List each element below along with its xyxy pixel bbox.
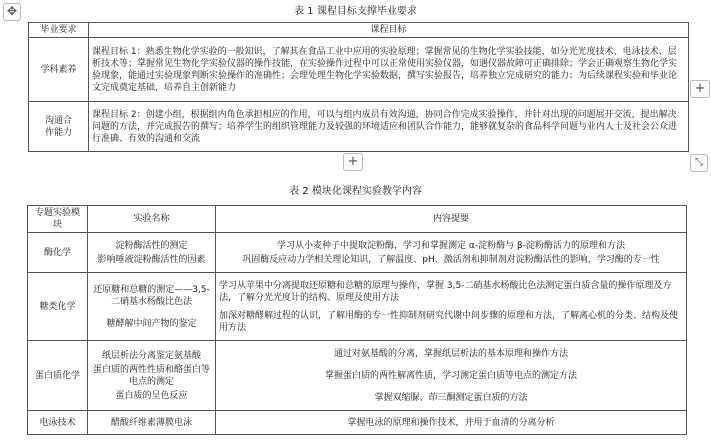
move-handle-icon[interactable]: ✥	[3, 3, 21, 21]
content-text: 掌握蛋白质的两性解离性质，学习测定蛋白质等电点的测定方法	[324, 370, 577, 381]
content-text: 加深对糖酵解过程的认识，了解用酶的专一性抑制剂研究代谢中间步骤的原理和方法，了解离心机的分类、结构及使用方法	[219, 310, 679, 333]
table2-caption: 表 2 模块化课程实验教学内容	[289, 186, 422, 197]
module-cell: 糖类化学	[28, 273, 88, 341]
experiment-name: 纸层析法分离鉴定氨基酸	[101, 350, 201, 361]
content-cell	[216, 273, 687, 341]
table2-header-name: 实验名称	[88, 206, 216, 233]
module-cell: 酶化学	[28, 233, 88, 273]
table2-header-row	[28, 206, 687, 233]
resize-handle-icon[interactable]: ⤡	[690, 154, 708, 172]
experiment-name: 蛋白质的呈色反应	[115, 390, 188, 401]
table1-caption: 表 1 课程目标支撑毕业要求	[294, 6, 417, 17]
experiment-name-cell	[88, 273, 216, 341]
experiment-name-cell	[88, 233, 216, 273]
table1-goal-cell: 课程目标 2：创建小组，根据组内角色承担相应的作用，可以与组内成员有效沟通，协同合作完成实验操作，并针对出现的问题展开交流，提出解决问题的方法，并完成报告的撰写；培养学生的组织管理能力及较强的环境适应和团队合作能力，能够就复杂的食品科学问题与业内人士及社会公众进行准确、有效的沟通和交流	[89, 102, 689, 152]
add-row-button[interactable]: +	[343, 153, 363, 171]
experiment-name-cell: 醋酸纤维素薄膜电泳	[88, 411, 216, 435]
module-cell: 蛋白质化学	[28, 341, 88, 411]
table2-row	[28, 273, 687, 341]
table2-row	[28, 411, 687, 435]
experiment-name: 影响唾液淀粉酶活性的因素	[97, 254, 206, 265]
experiment-name: 糖酵解中间产物的鉴定	[106, 318, 197, 329]
content-cell	[216, 233, 687, 273]
content-cell: 掌握电泳的原理和操作技术，并用于血清的分离分析	[216, 411, 687, 435]
content-text: 通过对氨基酸的分离，掌握纸层析法的基本原理和操作方法	[333, 348, 568, 359]
table1-req-cell: 沟通合作能力	[29, 102, 89, 152]
add-column-button[interactable]: +	[690, 80, 710, 98]
table1-row	[29, 38, 689, 102]
table2-header-content: 内容提要	[216, 206, 687, 233]
experiment-name-cell	[88, 341, 216, 411]
table2-row	[28, 233, 687, 273]
table2-row	[28, 341, 687, 411]
table1	[28, 22, 689, 152]
content-text: 巩固酶反应动力学相关理论知识，了解温度、pH、激活剂和抑制剂对淀粉酶活性的影响，学习酶的专一性	[242, 254, 660, 265]
table1-goal-cell: 课程目标 1：熟悉生物化学实验的一般知识，了解其在食品工业中应用的实验原理；掌握常见的生物化学实验技能，如分光光度技术、电泳技术、层析技术等；掌握常见生物化学实验仪器的操作技能，在实验操作过程中可以正常使用实验仪器，如遇仪器故障可正确排除；学会正确观察生物化学实验现象，能通过实验现象判断实验操作的准确性；会理处理生物化学实验数据，撰写实验报告，培养独立完成研究的能力；为后续课程实验和毕业论文完成奠定基础，培养自主创新能力	[89, 38, 689, 102]
table1-row	[29, 102, 689, 152]
table1-header-req: 毕业要求	[29, 23, 89, 38]
content-cell	[216, 341, 687, 411]
content-text: 学习从苹果中分离提取还原糖和总糖的原理与操作，掌握 3,5-二硝基水杨酸比色法测定蛋白质含量的操作原理及方法，了解分光光度计的结构、原理及使用方法	[219, 280, 672, 303]
experiment-name: 蛋白质的两性性质和酪蛋白等电点的测定	[92, 364, 210, 387]
experiment-name: 淀粉酶活性的测定	[115, 240, 188, 251]
table1-header-goal: 课程目标	[89, 23, 689, 38]
table2-header-module: 专题实验模块	[28, 206, 88, 233]
table2	[27, 205, 687, 435]
content-text: 掌握双缩脲、茚三酮测定蛋白质的方法	[374, 392, 528, 403]
experiment-name: 还原糖和总糖的测定——3,5-二硝基水杨酸比色法	[93, 284, 210, 307]
table1-header-row	[29, 23, 689, 38]
module-cell: 电泳技术	[28, 411, 88, 435]
content-text: 学习从小麦种子中提取淀粉酶，学习和掌握测定 α-淀粉酶与 β-淀粉酶活力的原理和方法	[277, 240, 625, 251]
table1-req-cell: 学科素养	[29, 38, 89, 102]
